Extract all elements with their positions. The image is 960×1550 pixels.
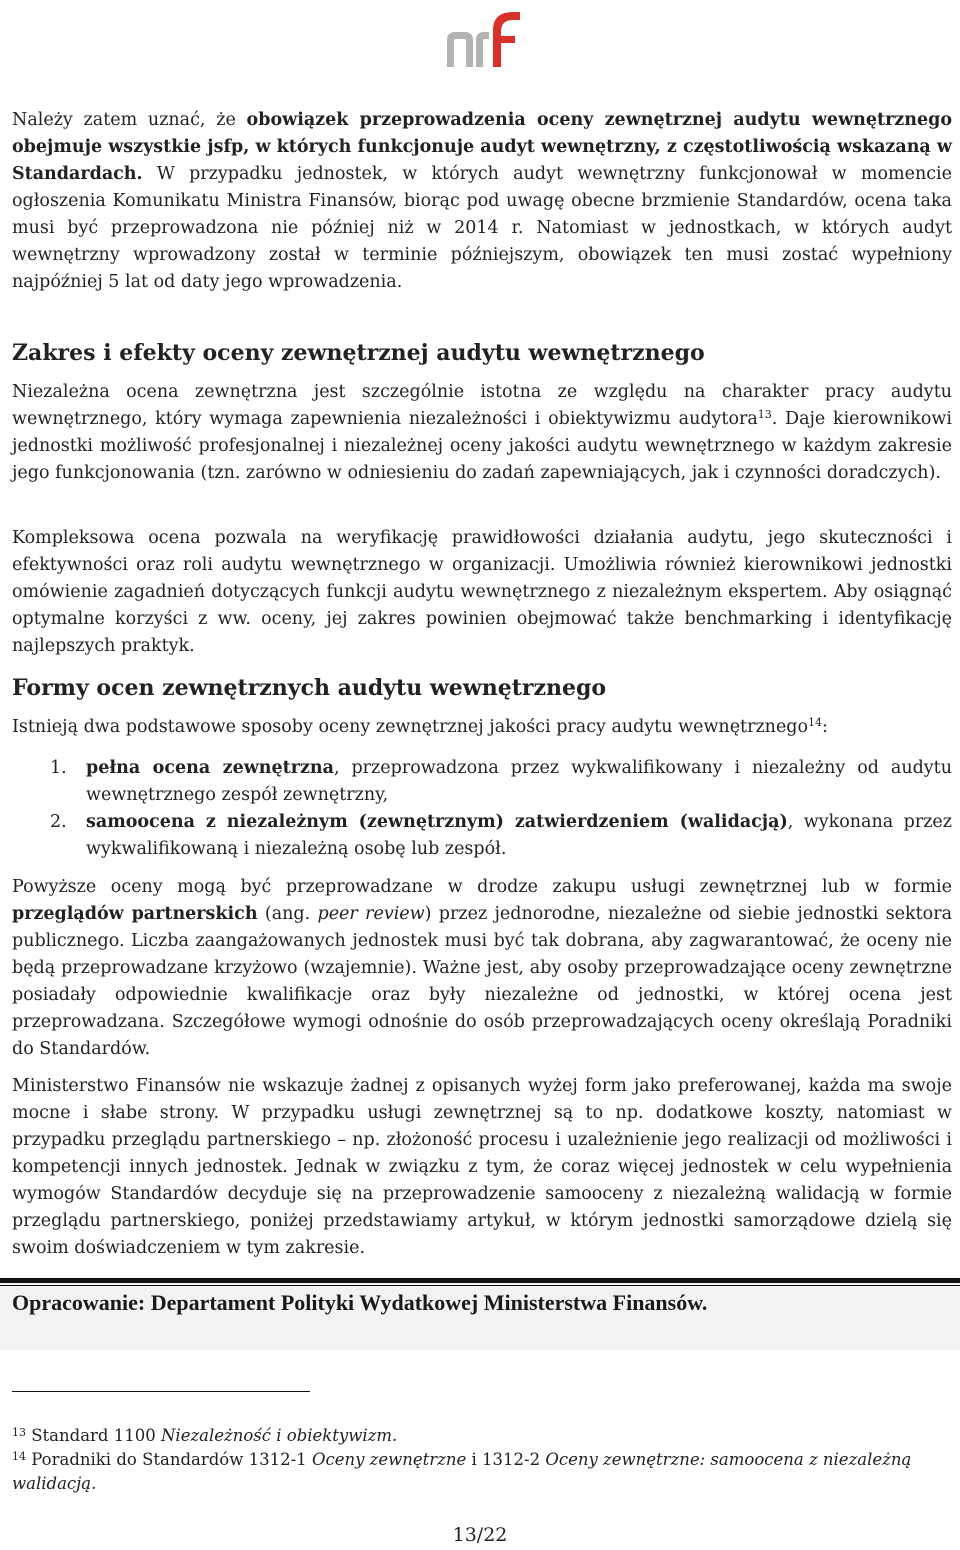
text-segment: :: [822, 717, 828, 737]
section-heading-forms: Formy ocen zewnętrznych audytu wewnętrznego: [12, 675, 607, 701]
banner-text: Opracowanie: Departament Polityki Wydatkowej Ministerstwa Finansów.: [12, 1290, 708, 1315]
text-segment: , przeprowadzona przez wykwalifikowany i niezależny od audytu wewnętrznego zespół zewnętrzny,: [86, 758, 952, 805]
bold-text: przeglądów partnerskich: [12, 904, 258, 924]
italic-text: Niezależność i obiektywizm.: [160, 1426, 398, 1445]
paragraph-peer-review: [12, 874, 952, 1063]
section-heading-scope: Zakres i efekty oceny zewnętrznej audytu wewnętrznego: [12, 340, 705, 366]
bold-text: pełna ocena zewnętrzna: [86, 758, 334, 778]
text-segment: Powyższe oceny mogą być przeprowadzane w drodze zakupu usługi zewnętrznej lub w formie: [12, 877, 952, 897]
italic-text: peer review: [317, 904, 425, 924]
list-item: [12, 755, 952, 809]
bold-text: obowiązek przeprowadzenia oceny zewnętrznej audytu wewnętrznego obejmuje wszystkie jsfp, w których funkcjonuje audyt wewnętrzny, z częstotliwością wskazaną w Standardach.: [12, 110, 952, 184]
paragraph-two-methods: [12, 714, 952, 741]
mf-logo-icon: [443, 10, 523, 68]
list-number: 1.: [50, 758, 67, 778]
footnote-number: 13: [12, 1426, 26, 1439]
text-segment: Istnieją dwa podstawowe sposoby oceny zewnętrznej jakości pracy audytu wewnętrznego: [12, 717, 809, 737]
footnote-number: 14: [12, 1450, 26, 1463]
text-segment: Niezależna ocena zewnętrzna jest szczególnie istotna ze względu na charakter pracy audytu wewnętrznego, który wymaga zapewnienia niezależności i obiektywizmu audytora: [12, 382, 952, 429]
text-segment: W przypadku jednostek, w których audyt wewnętrzny funkcjonował w momencie ogłoszenia Komunikatu Ministra Finansów, biorąc pod uwagę obecne brzmienie Standardów, ocena taka musi być przeprowadzona nie później niż w 2014 r. Natomiast w jednostkach, w których audyt wewnętrzny wprowadzony został w terminie późniejszym, obowiązek ten musi zostać wypełniony najpóźniej 5 lat od daty jego wprowadzenia.: [12, 164, 952, 292]
source-banner: [0, 1278, 960, 1350]
list-number: 2.: [50, 812, 67, 832]
paragraph-obligation: [12, 107, 952, 296]
footnote-14: [12, 1448, 952, 1496]
text-segment: . Daje kierownikowi jednostki możliwość profesjonalnej i niezależnej oceny jakości audytu wewnętrznego w każdym zakresie jego funkcjonowania (tzn. zarówno w odniesieniu do zadań zapewniających, jak i czynności doradczych).: [12, 409, 952, 483]
text-segment: (ang.: [257, 904, 318, 924]
footnote-13: [12, 1424, 952, 1448]
text-segment: i 1312-2: [466, 1450, 546, 1469]
banner-rule: [0, 1278, 960, 1283]
list-item: [12, 809, 952, 863]
paragraph-comprehensive-assessment: Kompleksowa ocena pozwala na weryfikację prawidłowości działania audytu, jego skuteczności i efektywności oraz roli audytu wewnętrznego w organizacji. Umożliwia również kierownikowi jednostki omówienie zagadnień dotyczących funkcji audytu wewnętrznego z niezależnym ekspertem. Aby osiągnąć optymalne korzyści z ww. oceny, jej zakres powinien obejmować także benchmarking i identyfikację najlepszych praktyk.: [12, 528, 952, 656]
paragraph-ministry-position: Ministerstwo Finansów nie wskazuje żadnej z opisanych wyżej form jako preferowanej, każda ma swoje mocne i słabe strony. W przypadku usługi zewnętrznej są to np. dodatkowe koszty, natomiast w przypadku przeglądu partnerskiego – np. złożoność procesu i uzależnienie jego realizacji od możliwości i kompetencji innych jednostek. Jednak w związku z tym, że coraz więcej jednostek w celu wypełnienia wymogów Standardów decyduje się na przeprowadzenie samooceny z niezależną walidacją w formie przeglądu partnerskiego, poniżej przedstawiamy artykuł, w którym jednostki samorządowe dzielą się swoim doświadczeniem w tym zakresie.: [12, 1076, 952, 1258]
assessment-methods-list: [12, 755, 952, 863]
text-segment: Należy zatem uznać, że: [12, 110, 247, 130]
italic-text: Oceny zewnętrzne: samoocena z niezależną walidacją.: [12, 1450, 912, 1493]
footnote-separator: [12, 1391, 310, 1392]
footnote-ref: 13: [757, 408, 772, 421]
page-number: 13/22: [452, 1524, 508, 1546]
bold-text: samoocena z niezależnym (zewnętrznym) zatwierdzeniem (walidacją): [86, 812, 788, 832]
text-segment: , wykonana przez wykwalifikowaną i niezależną osobę lub zespół.: [86, 812, 953, 859]
footnote-ref: 14: [808, 716, 823, 729]
text-segment: Standard 1100: [26, 1426, 161, 1445]
text-segment: ) przez jednorodne, niezależne od siebie jednostki sektora publicznego. Liczba zaangażowanych jednostek musi być tak dobrana, aby zagwarantować, że oceny nie będą przeprowadzane krzyżowo (wzajemnie). Ważne jest, aby osoby przeprowadzające oceny zewnętrzne posiadały odpowiednie kwalifikacje oraz były niezależne od jednostki, w której ocena jest przeprowadzana. Szczegółowe wymogi odnośnie do osób przeprowadzających oceny określają Poradniki do Standardów.: [12, 904, 953, 1059]
text-segment: Poradniki do Standardów 1312-1: [26, 1450, 312, 1469]
italic-text: Oceny zewnętrzne: [311, 1450, 467, 1469]
paragraph-independent-assessment: [12, 379, 952, 487]
